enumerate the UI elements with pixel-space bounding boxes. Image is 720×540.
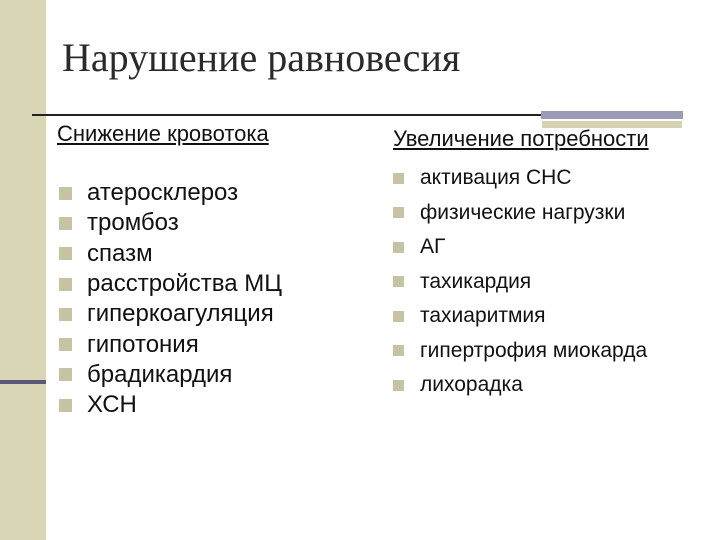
list-item-text: спазм [87, 239, 153, 267]
square-bullet-icon [393, 276, 404, 287]
list-item-text: гипертрофия миокарда [420, 338, 648, 362]
list-item-text: физические нагрузки [420, 200, 626, 224]
list-item [393, 368, 647, 403]
square-bullet-icon [393, 173, 404, 184]
list-item [59, 208, 282, 238]
list-item [59, 239, 282, 269]
list-item-text: тромбоз [87, 209, 179, 237]
list-item-text: АГ [420, 235, 446, 259]
list-item-text: ХСН [87, 391, 137, 419]
list-item-text: атеросклероз [87, 179, 239, 207]
list-item-text: гиперкоагуляция [87, 300, 274, 328]
list-item [59, 360, 282, 390]
list-item [393, 196, 647, 231]
square-bullet-icon [59, 187, 72, 200]
list-item-text: лихорадка [420, 373, 523, 397]
square-bullet-icon [393, 345, 404, 356]
square-bullet-icon [59, 308, 72, 321]
square-bullet-icon [59, 217, 72, 230]
square-bullet-icon [393, 207, 404, 218]
square-bullet-icon [393, 242, 404, 253]
right-column-list [393, 161, 647, 403]
list-item [59, 299, 282, 329]
divider-accent-block [541, 111, 683, 119]
list-item [59, 390, 282, 420]
list-item [59, 329, 282, 359]
square-bullet-icon [59, 368, 72, 381]
list-item-text: тахиаритмия [420, 304, 546, 328]
list-item [393, 161, 647, 196]
list-item [393, 230, 647, 265]
right-column-heading: Увеличение потребности [393, 126, 649, 151]
list-item [393, 334, 647, 369]
side-accent-line [0, 380, 46, 384]
list-item-text: брадикардия [87, 360, 233, 388]
left-column-list [59, 178, 282, 420]
list-item-text: тахикардия [420, 269, 532, 293]
square-bullet-icon [59, 247, 72, 260]
square-bullet-icon [393, 311, 404, 322]
square-bullet-icon [59, 338, 72, 351]
square-bullet-icon [59, 399, 72, 412]
list-item-text: расстройства МЦ [87, 270, 283, 298]
list-item [59, 178, 282, 208]
list-item [59, 269, 282, 299]
square-bullet-icon [393, 380, 404, 391]
slide-title: Нарушение равновесия [62, 35, 461, 80]
side-decor-bar [0, 0, 46, 540]
list-item-text: гипотония [87, 330, 199, 358]
list-item-text: активация СНС [420, 166, 572, 190]
square-bullet-icon [59, 278, 72, 291]
list-item [393, 265, 647, 300]
left-column-heading: Снижение кровотока [57, 121, 269, 146]
list-item [393, 299, 647, 334]
